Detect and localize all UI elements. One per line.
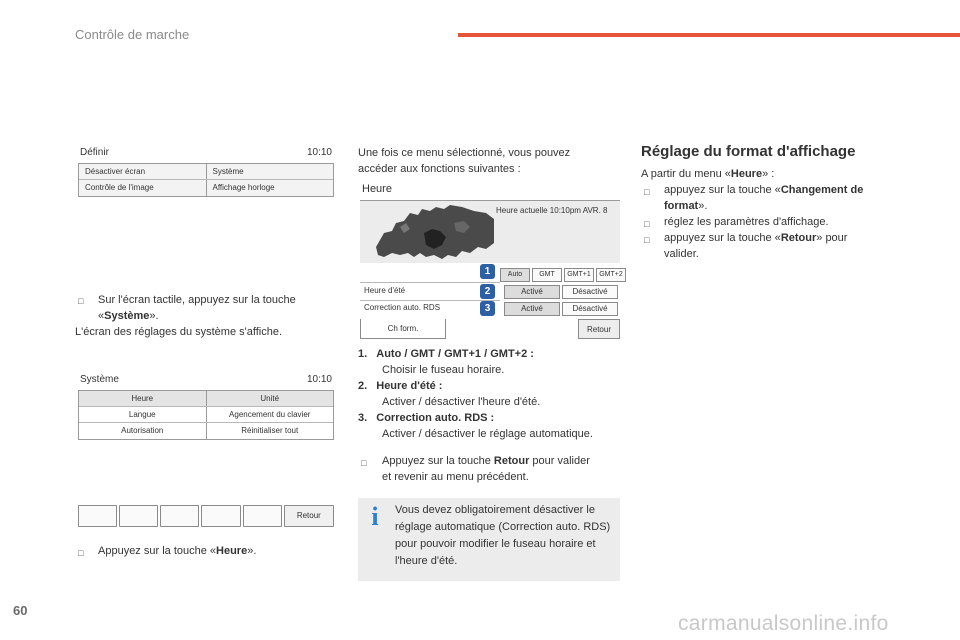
- right-intro: [641, 166, 901, 182]
- item-number: 1.: [358, 348, 368, 360]
- step1-line1: Sur l'écran tactile, appuyez sur la touche: [98, 294, 296, 306]
- summer-time-label: Heure d'été: [364, 286, 406, 295]
- header-accent-bar: [458, 33, 960, 37]
- change-format-button[interactable]: Ch form.: [360, 319, 446, 339]
- mid-intro: Une fois ce menu sélectionné, vous pouvez accéder aux fonctions suivantes :: [358, 147, 571, 175]
- item-title: Correction auto. RDS :: [376, 412, 495, 424]
- validate-after: pour valider: [529, 455, 590, 467]
- screen-definir-clock: 10:10: [306, 147, 332, 158]
- menu-row: [79, 180, 333, 196]
- rb1-before: appuyez sur la touche «: [664, 184, 781, 196]
- menu-item-agencement-clavier[interactable]: Agencement du clavier: [206, 407, 334, 422]
- menu-row: [79, 407, 333, 423]
- step2-key: Heure: [216, 545, 248, 557]
- right-bullet-1: [664, 182, 904, 214]
- tz-auto-button[interactable]: Auto: [500, 268, 530, 282]
- rb1-key1: Changement de: [780, 184, 864, 196]
- menu-item-heure[interactable]: Heure: [131, 394, 154, 403]
- screen-systeme-title: Système: [80, 374, 119, 385]
- validate-before: Appuyez sur la touche: [382, 455, 494, 467]
- screen-systeme-clock: 10:10: [306, 374, 332, 385]
- info-note-box: [358, 498, 620, 581]
- menu-item-controle-image[interactable]: Contrôle de l'image: [85, 183, 154, 192]
- callout-marker-3: 3: [480, 301, 495, 316]
- step1-instruction: [98, 292, 338, 324]
- watermark: carmanualsonline.info: [678, 612, 889, 635]
- rb3-before: appuyez sur la touche «: [664, 232, 781, 244]
- screen-bottom-bar: [78, 505, 334, 527]
- divider: [360, 282, 500, 283]
- validate-line2: et revenir au menu précédent.: [382, 471, 529, 483]
- item-desc: Choisir le fuseau horaire.: [382, 364, 505, 376]
- screen-systeme: [78, 374, 334, 440]
- screen-definir-menu: [78, 163, 334, 197]
- item-desc: Activer / désactiver l'heure d'été.: [382, 396, 541, 408]
- current-time-readout: Heure actuelle 10:10pm AVR. 8: [496, 206, 608, 215]
- rds-on-button[interactable]: Activé: [504, 302, 560, 316]
- callout-marker-1: 1: [480, 264, 495, 279]
- bullet-icon: □: [644, 219, 650, 229]
- callout-marker-2: 2: [480, 284, 495, 299]
- menu-item-systeme[interactable]: Système: [206, 164, 334, 179]
- right-intro-key: Heure: [730, 168, 763, 180]
- screen-heure: [358, 183, 623, 341]
- list-item: [358, 378, 623, 394]
- screen-definir: [78, 147, 334, 199]
- item-number: 3.: [358, 412, 368, 424]
- step1-key: Système: [104, 310, 150, 322]
- tz-gmt1-button[interactable]: GMT+1: [564, 268, 594, 282]
- item-number: 2.: [358, 380, 368, 392]
- section-title: Réglage du format d'affichage: [641, 143, 856, 160]
- summer-time-on-button[interactable]: Activé: [504, 285, 560, 299]
- list-item: [358, 346, 623, 362]
- summer-time-off-button[interactable]: Désactivé: [562, 285, 618, 299]
- menu-item-desactiver-ecran[interactable]: Désactiver écran: [85, 167, 146, 176]
- right-bullet-2: réglez les paramètres d'affichage.: [664, 216, 829, 228]
- soft-button[interactable]: [119, 505, 158, 527]
- tz-gmt-button[interactable]: GMT: [532, 268, 562, 282]
- rb3-line2: valider.: [664, 248, 699, 260]
- step2-after: ».: [247, 545, 257, 557]
- retour-button[interactable]: Retour: [284, 505, 334, 527]
- rb1-key2: format: [664, 200, 699, 212]
- info-note-text: Vous devez obligatoirement désactiver le réglage automatique (Correction auto. RDS) pour pouvoir modifier le fuseau horaire et l'heure d'été.: [395, 504, 611, 567]
- rds-off-button[interactable]: Désactivé: [562, 302, 618, 316]
- right-bullet-3: [664, 230, 904, 262]
- page-header-title: Contrôle de marche: [75, 27, 190, 42]
- item-title: Heure d'été :: [376, 380, 443, 392]
- soft-button[interactable]: [243, 505, 282, 527]
- bullet-icon: □: [644, 187, 650, 197]
- soft-button[interactable]: [201, 505, 240, 527]
- bullet-icon: □: [361, 458, 367, 468]
- step1-close: ».: [149, 310, 159, 322]
- world-map-panel: [360, 200, 620, 263]
- item-title: Auto / GMT / GMT+1 / GMT+2 :: [376, 348, 534, 360]
- soft-button[interactable]: [78, 505, 117, 527]
- menu-row: [79, 391, 333, 407]
- list-item: [358, 410, 623, 426]
- info-icon: i: [371, 502, 379, 531]
- menu-item-autorisation[interactable]: Autorisation: [121, 426, 164, 435]
- validate-key: Retour: [493, 455, 530, 467]
- step2-instruction: [98, 543, 338, 559]
- tz-gmt2-button[interactable]: GMT+2: [596, 268, 626, 282]
- rb3-after: » pour: [816, 232, 848, 244]
- step1-result: L'écran des réglages du système s'affiche.: [75, 326, 283, 338]
- bullet-icon: □: [78, 296, 84, 306]
- step1-open: «: [98, 310, 105, 322]
- step2-before: Appuyez sur la touche «: [98, 545, 217, 557]
- rds-label: Correction auto. RDS: [364, 303, 441, 312]
- screen-systeme-menu: [78, 390, 334, 440]
- heure-retour-button[interactable]: Retour: [578, 319, 620, 339]
- menu-item-langue[interactable]: Langue: [128, 410, 156, 419]
- validate-instruction: [382, 453, 622, 485]
- item-desc: Activer / désactiver le réglage automatique.: [382, 428, 593, 440]
- function-list: [358, 346, 623, 442]
- bullet-icon: □: [644, 235, 650, 245]
- europe-map-icon[interactable]: [370, 203, 496, 261]
- rb1-after: ».: [698, 200, 708, 212]
- menu-item-unite[interactable]: Unité: [206, 391, 334, 406]
- timezone-selector: [500, 268, 626, 282]
- page-number: 60: [13, 603, 28, 618]
- menu-row: [79, 164, 333, 180]
- menu-item-reinitialiser-tout[interactable]: Réinitialiser tout: [206, 423, 334, 439]
- rb3-key: Retour: [780, 232, 817, 244]
- soft-button[interactable]: [160, 505, 199, 527]
- right-intro-after: » :: [762, 168, 775, 180]
- right-intro-before: A partir du menu «: [641, 168, 731, 180]
- screen-heure-title: Heure: [362, 183, 392, 195]
- menu-row: [79, 423, 333, 439]
- screen-definir-title: Définir: [80, 147, 109, 158]
- bullet-icon: □: [78, 548, 84, 558]
- divider: [360, 300, 500, 301]
- menu-item-affichage-horloge[interactable]: Affichage horloge: [206, 180, 334, 196]
